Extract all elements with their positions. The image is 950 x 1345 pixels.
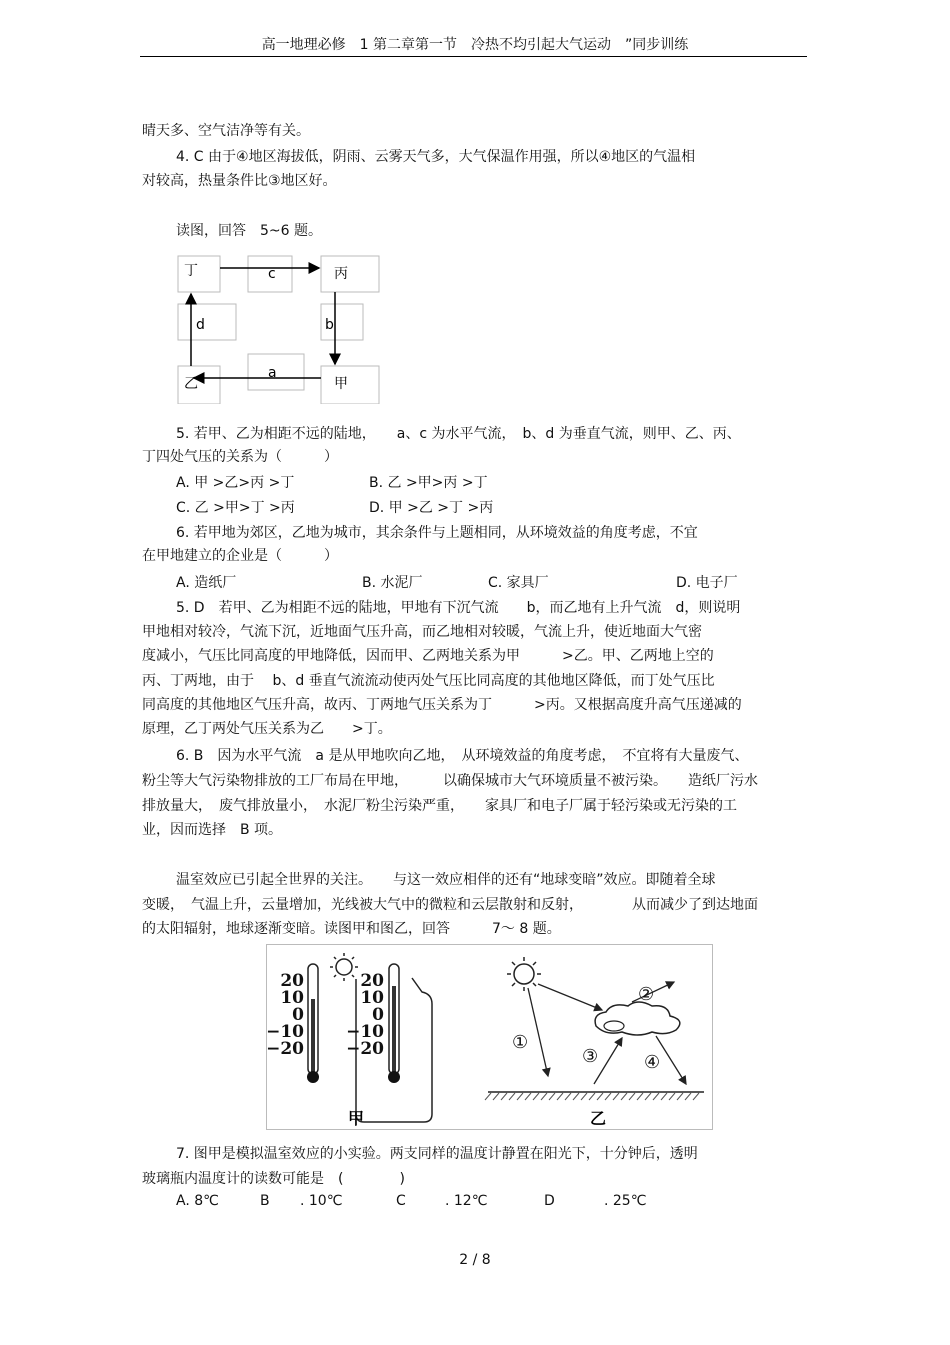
answer-5-line: 度减小，气压比同高度的甲地降低，因而甲、乙两地关系为甲 >乙。甲、乙两地上空的 — [142, 648, 714, 664]
q6-stem: 6. 若甲地为郊区，乙地为城市，其余条件与上题相同，从环境效益的角度考虑，不宜 — [176, 525, 698, 541]
q7-option-b-letter: B — [260, 1193, 270, 1209]
arrow-ray-4 — [656, 1036, 686, 1084]
q6-option-d: D. 电子厂 — [676, 575, 738, 591]
scale-label: −10 — [266, 1022, 304, 1042]
arrow-ray-1 — [528, 988, 548, 1076]
label-b: b — [325, 317, 334, 333]
intro-7-8-line: 的太阳辐射，地球逐渐变暗。读图甲和图乙，回答 7～ 8 题。 — [142, 921, 561, 937]
circled-label-1: ① — [512, 1032, 529, 1053]
circulation-diagram — [176, 252, 386, 404]
q6-stem: 在甲地建立的企业是（ ） — [142, 548, 338, 564]
intro-7-8-line: 变暖， 气温上升，云量增加，光线被大气中的微粒和云层散射和反射， 从而减少了到达地面 — [142, 897, 758, 913]
answer-5-line: 同高度的其他地区气压升高，故丙、丁两地气压关系为丁 >丙。又根据高度升高气压递减的 — [142, 697, 742, 713]
answer-6-line: 业，因而选择 B 项。 — [142, 822, 283, 838]
q7-stem: 7. 图甲是模拟温室效应的小实验。两支同样的温度计静置在阳光下，十分钟后，透明 — [176, 1146, 698, 1162]
answer-6-line: 排放量大， 废气排放量小， 水泥厂粉尘污染严重， 家具厂和电子厂属于轻污染或无污染的工 — [142, 798, 737, 814]
label-ding: 丁 — [184, 263, 198, 279]
answer-text-line: 4. C 由于④地区海拔低，阴雨、云雾天气多，大气保温作用强，所以④地区的气温相 — [176, 149, 696, 165]
thermometer-jar — [388, 964, 400, 1083]
label-bing: 丙 — [334, 266, 348, 282]
q5-option-b: B. 乙 >甲>丙 >丁 — [369, 475, 488, 491]
answer-6-line: 6. B 因为水平气流 a 是从甲地吹向乙地， 从环境效益的角度考虑， 不宜将有大量废气、 — [176, 748, 749, 764]
box-d — [178, 304, 236, 340]
thermometer-open — [307, 964, 319, 1083]
ground-hatch — [485, 1093, 699, 1100]
sun-icon — [330, 953, 358, 981]
scale-label: 20 — [280, 971, 304, 991]
label-yi: 乙 — [184, 376, 198, 392]
label-a: a — [268, 365, 277, 381]
scale-label: 20 — [360, 971, 384, 991]
question-intro: 读图，回答 5~6 题。 — [176, 223, 322, 239]
answer-6-line: 粉尘等大气污染物排放的工厂布局在甲地， 以确保城市大气环境质量不被污染。 造纸厂污水 — [142, 773, 758, 789]
q5-stem: 5. 若甲、乙为相距不远的陆地， a、c 为水平气流， b、d 为垂直气流，则甲、乙、丙、 — [176, 426, 741, 442]
label-d: d — [196, 317, 205, 333]
scale-label: −20 — [346, 1039, 384, 1059]
q7-stem: 玻璃瓶内温度计的读数可能是 ( ) — [142, 1171, 405, 1187]
q7-option-d-value: . 25℃ — [604, 1193, 647, 1209]
scale-label: 0 — [372, 1005, 384, 1025]
page-number: 2 / 8 — [459, 1252, 491, 1268]
header-rule — [140, 56, 807, 57]
scale-label: −10 — [346, 1022, 384, 1042]
intro-7-8-line: 温室效应已引起全世界的关注。 与这一效应相伴的还有“地球变暗”效应。即随着全球 — [176, 872, 716, 888]
label-c: c — [268, 266, 276, 282]
q5-option-c: C. 乙 >甲>丁 >丙 — [176, 500, 295, 516]
scale-label: 0 — [292, 1005, 304, 1025]
q7-option-c-letter: C — [396, 1193, 406, 1209]
box-bing — [321, 256, 379, 292]
q7-option-a: A. 8℃ — [176, 1193, 219, 1209]
label-jia: 甲 — [334, 376, 348, 392]
greenhouse-figure — [266, 944, 713, 1130]
answer-5-line: 原理，乙丁两处气压关系为乙 >丁。 — [142, 721, 392, 737]
arrow-ray-cloud — [538, 984, 602, 1010]
page-header: 高一地理必修 1 第二章第一节 冷热不均引起大气运动 ”同步训练 — [261, 37, 689, 53]
scale-label: 10 — [280, 988, 304, 1008]
q7-option-b-value: . 10℃ — [300, 1193, 343, 1209]
q5-option-d: D. 甲 >乙 >丁 >丙 — [369, 500, 494, 516]
q6-option-a: A. 造纸厂 — [176, 575, 237, 591]
scale-label: 10 — [360, 988, 384, 1008]
figure-label-yi: 乙 — [590, 1109, 607, 1128]
scale-label: −20 — [266, 1039, 304, 1059]
answer-text-line: 晴天多、空气洁净等有关。 — [142, 123, 310, 139]
answer-5-line: 丙、丁两地，由于 b、d 垂直气流流动使丙处气压比同高度的其他地区降低，而丁处气压比 — [142, 673, 715, 689]
answer-5-line: 甲地相对较冷，气流下沉，近地面气压升高，而乙地相对较暖，气流上升，使近地面大气密 — [142, 624, 702, 640]
figure-label-jia: 甲 — [348, 1109, 365, 1128]
circled-label-2: ② — [638, 984, 655, 1005]
q7-option-d-letter: D — [544, 1193, 555, 1209]
sun-icon — [507, 957, 541, 991]
answer-5-line: 5. D 若甲、乙为相距不远的陆地，甲地有下沉气流 b，而乙地有上升气流 d，则说明 — [176, 600, 741, 616]
q6-option-c: C. 家具厂 — [488, 575, 549, 591]
q6-option-b: B. 水泥厂 — [362, 575, 423, 591]
q7-option-c-value: . 12℃ — [445, 1193, 488, 1209]
box-jia — [321, 366, 379, 404]
arrow-ray-3 — [594, 1038, 622, 1084]
q5-option-a: A. 甲 >乙>丙 >丁 — [176, 475, 295, 491]
circled-label-4: ④ — [644, 1052, 661, 1073]
q5-stem: 丁四处气压的关系为（ ） — [142, 449, 338, 465]
circled-label-3: ③ — [582, 1046, 599, 1067]
answer-text-line: 对较高，热量条件比③地区好。 — [142, 173, 337, 189]
